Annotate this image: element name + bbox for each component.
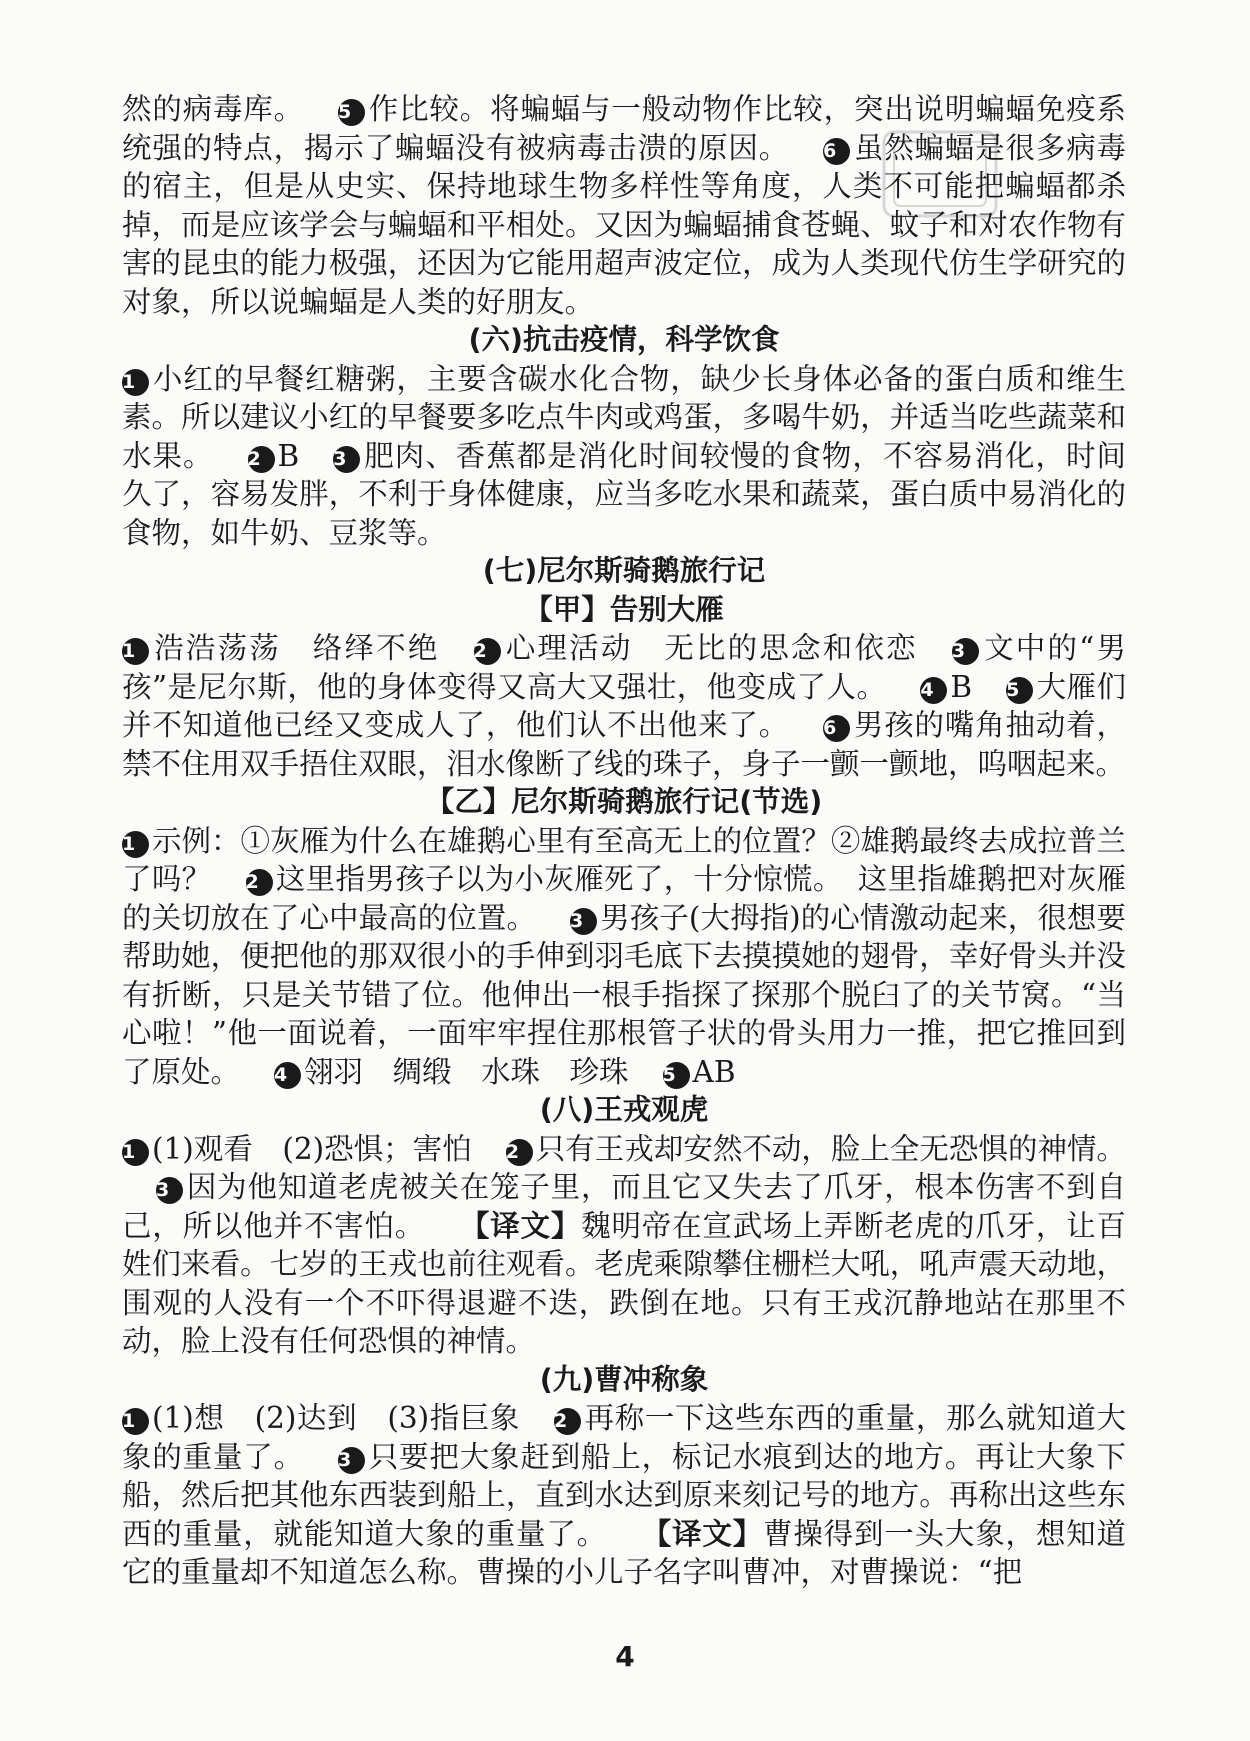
number-badge: 5 [338,99,365,126]
section-8-answers: 1 (1)观看 (2)恐惧；害怕 2 只有王戎却安然不动，脸上全无恐惧的神情。3 因为他知道老虎被关在笼子里，而且它又失去了爪牙，根本伤害不到自己，所以他并不害怕。 【译文】魏明帝在宣武场上弄断老虎的爪牙，让百姓们来看。七岁的王戎也前往观看。老虎乘隙攀住栅栏大吼，吼声震天动地，围观的人没有一个不吓得退避不迭，跌倒在地。只有王戎沉静地站在那里不动，脸上没有任何恐惧的神情。 [122,1131,1126,1358]
number-badge: 3 [156,1177,183,1204]
number-badge: 3 [570,908,597,935]
number-badge: 2 [506,1139,533,1166]
number-badge: 3 [952,638,979,665]
number-badge: 3 [338,1447,365,1474]
number-badge: 5 [663,1062,690,1089]
number-badge: 2 [246,869,273,896]
section-heading-8: (八)王戎观虎 [539,1093,709,1126]
section-heading-9: (九)曹冲称象 [539,1362,709,1396]
section-heading-7: (七)尼尔斯骑鹅旅行记 [482,554,766,587]
translation-text: 曹操得到一头大象，想知道它的重量却不知道怎么称。曹操的小儿子名字叫曹冲，对曹操说：“把 [122,1516,1126,1589]
number-badge: 4 [920,677,947,704]
page-number: 4 [615,1640,635,1673]
number-badge: 1 [122,369,149,396]
number-badge: 4 [274,1062,301,1089]
number-badge: 1 [122,1408,149,1435]
translation-tag: 【译文】 [459,1208,582,1243]
paragraph-bat-continued: 然的病毒库。 5 作比较。将蝙蝠与一般动物作比较，突出说明蝙蝠免疫系统强的特点，揭示了蝙蝠没有被病毒击溃的原因。 6 虽然蝙蝠是很多病毒的宿主，但是从史实、保持地球生物多样性等角度，人类不可能把蝙蝠都杀掉，而是应该学会与蝙蝠和平相处。又因为蝙蝠捕食苍蝇、蚊子和对农作物有害的昆虫的能力极强，还因为它能用超声波定位，成为人类现代仿生学研究的对象，所以说蝙蝠是人类的好朋友。 [122,92,1126,319]
section-7a-answers: 1 浩浩荡荡 络绎不绝 2 心理活动 无比的思念和依恋 3 文中的“男孩”是尼尔斯，他的身体变得又高大又强壮，他变成了人。 4 B 5 大雁们并不知道他已经又变成人了，他们认不出他来了。 6 男孩的嘴角抽动着，禁不住用双手捂住双眼，泪水像断了线的珠子，身子一颤一颤地，呜咽起来。 [122,631,1126,781]
subsection-heading-7a: 【甲】告别大雁 [524,592,724,626]
number-badge: 6 [823,138,850,165]
subsection-heading-7b: 【乙】尼尔斯骑鹅旅行记(节选) [425,785,823,818]
section-9-answers: 1 (1)想 (2)达到 (3)指巨象 2 再称一下这些东西的重量，那么就知道大象的重量了。 3 只要把大象赶到船上，标记水痕到达的地方。再让大象下船，然后把其他东西装到船上，直到水达到原来刻记号的地方。再称出这些东西的重量，就能知道大象的重量了。 【译文】曹操得到一头大象，想知道它的重量却不知道怎么称。曹操的小儿子名字叫曹冲，对曹操说：“把 [122,1401,1126,1589]
answer-content [122,90,1126,1592]
section-heading-6: (六)抗击疫情，科学饮食 [468,323,780,356]
number-badge: 2 [554,1408,581,1435]
number-badge: 1 [122,831,149,858]
translation-tag: 【译文】 [640,1516,764,1551]
number-badge: 1 [122,1139,149,1166]
number-badge: 2 [248,446,275,473]
translation-text: 魏明帝在宣武场上弄断老虎的爪牙，让百姓们来看。七岁的王戎也前往观看。老虎乘隙攀住栅栏大吼，吼声震天动地，围观的人没有一个不吓得退避不迭，跌倒在地。只有王戎沉静地站在那里不动，脸上没有任何恐惧的神情。 [122,1208,1126,1358]
number-badge: 5 [1006,677,1033,704]
number-badge: 1 [122,638,149,665]
section-7b-answers: 1 示例：①灰雁为什么在雄鹅心里有至高无上的位置？②雄鹅最终去成拉普兰了吗？ 2 这里指男孩子以为小灰雁死了，十分惊慌。 这里指雄鹅把对灰雁的关切放在了心中最高的位置。 3 男孩子(大拇指)的心情激动起来，很想要帮助她，便把他的那双很小的手伸到羽毛底下去摸摸她的翅骨，幸好骨头并没有折断，只是关节错了位。他伸出一根手指探了探那个脱臼了的关节窝。“当心啦！”他一面说着，一面牢牢捏住那根管子状的骨头用力一推，把它推回到了原处。 4 翎羽 绸缎 水珠 珍珠 5 AB [122,823,1126,1089]
number-badge: 2 [474,638,501,665]
section-6-answers: 1 小红的早餐红糖粥，主要含碳水化合物，缺少长身体必备的蛋白质和维生素。所以建议小红的早餐要多吃点牛肉或鸡蛋，多喝牛奶，并适当吃些蔬菜和水果。 2 B 3 肥肉、香蕉都是消化时间较慢的食物，不容易消化，时间久了，容易发胖，不利于身体健康，应当多吃水果和蔬菜，蛋白质中易消化的食物，如牛奶、豆浆等。 [122,361,1126,550]
number-badge: 6 [823,715,850,742]
number-badge: 3 [333,446,360,473]
